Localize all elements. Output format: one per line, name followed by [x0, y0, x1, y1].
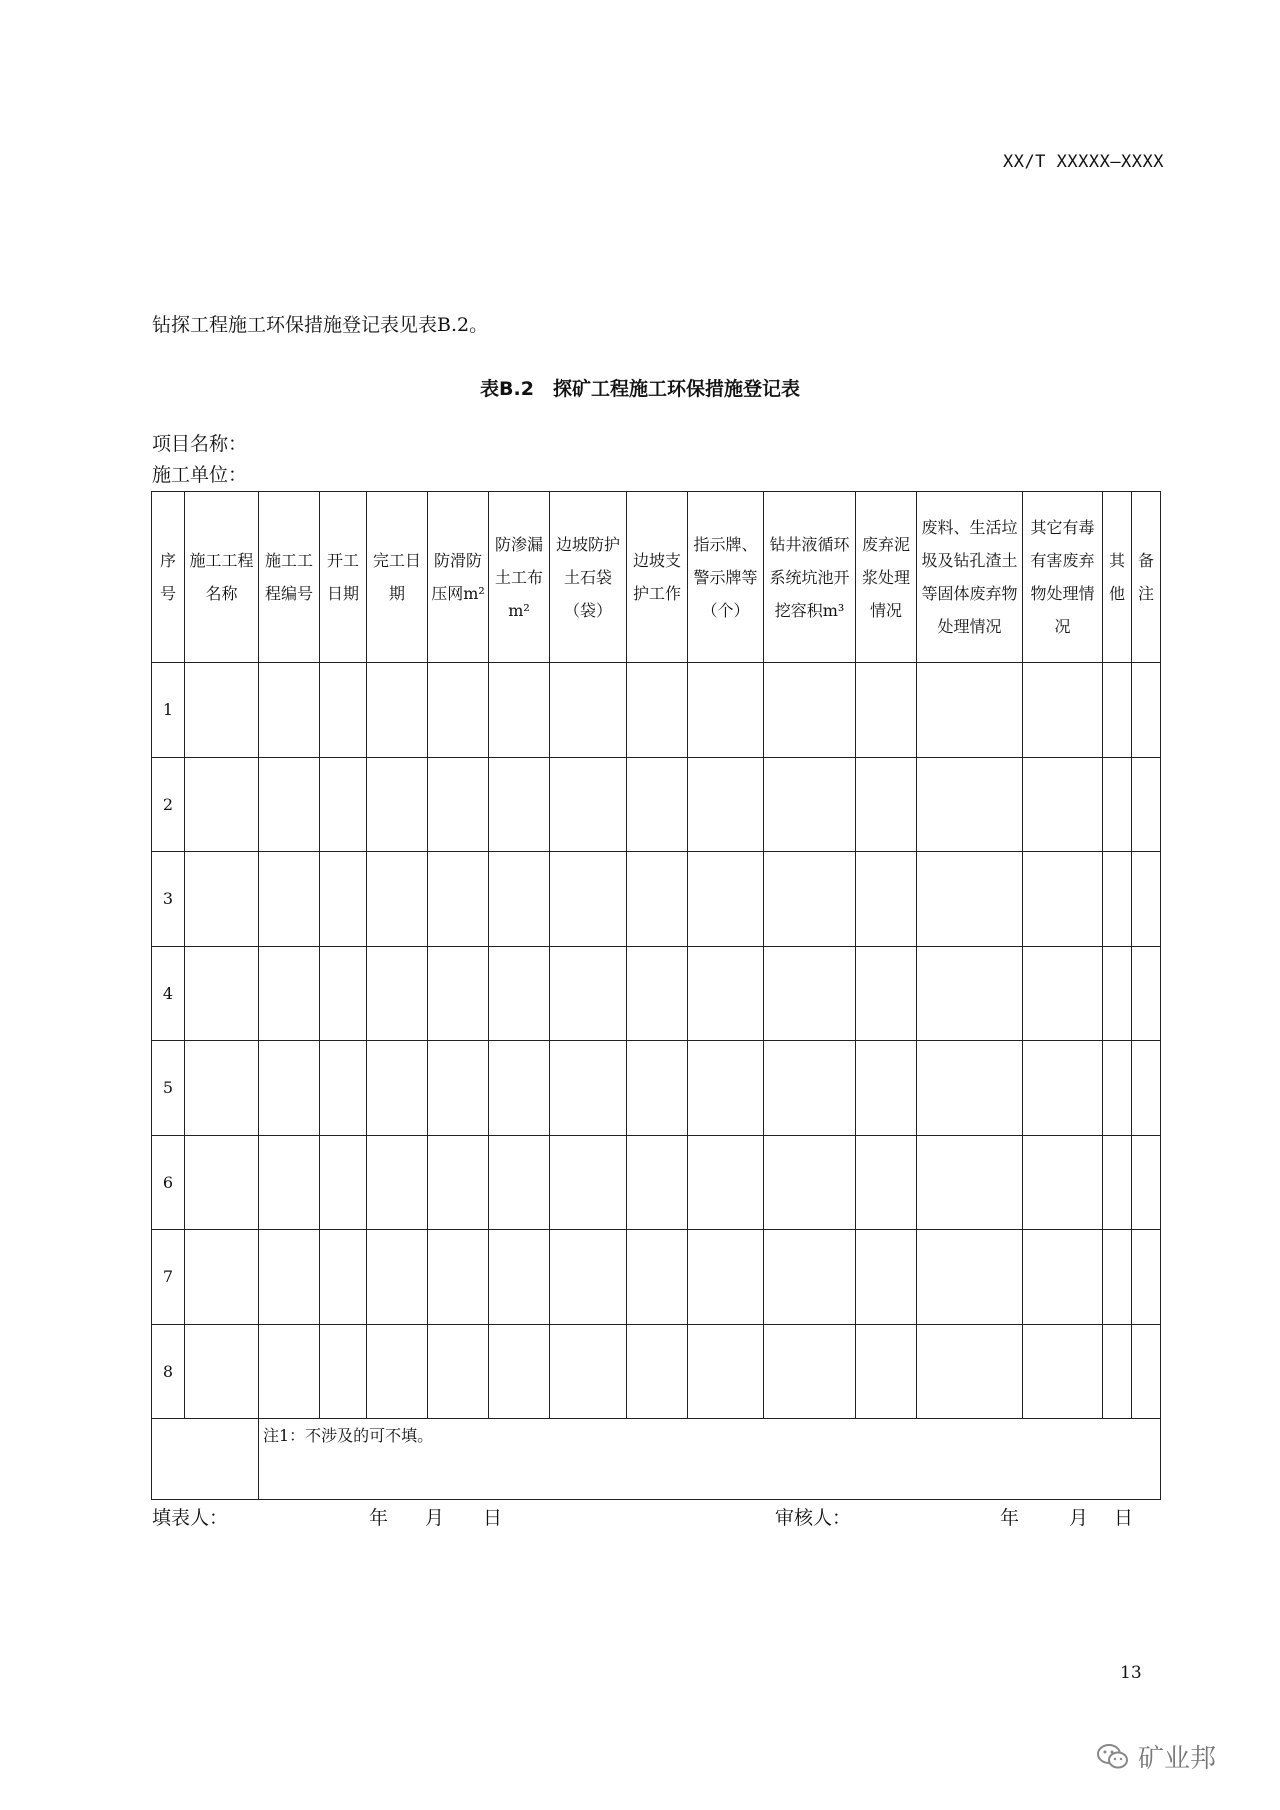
table-cell — [185, 1041, 259, 1136]
table-cell — [367, 1324, 428, 1419]
table-row — [152, 663, 1161, 758]
table-header-row — [152, 492, 1161, 663]
table-cell — [917, 946, 1023, 1041]
table-cell — [320, 1135, 367, 1230]
header-solid-waste: 废料、生活垃圾及钻孔渣土等固体废弃物处理情况 — [921, 518, 1018, 636]
table-cell — [1103, 1324, 1132, 1419]
header-pit-volume: 钻井液循环系统坑池开挖容积m³ — [769, 534, 850, 620]
header-start-date: 开工日期 — [326, 551, 359, 603]
table-cell — [489, 663, 550, 758]
note-text: 注1：不涉及的可不填。 — [259, 1419, 1161, 1500]
table-cell — [627, 1324, 688, 1419]
table-cell — [185, 1324, 259, 1419]
table-cell — [764, 1324, 856, 1419]
table-cell — [367, 663, 428, 758]
table-cell — [627, 663, 688, 758]
table-cell — [428, 1135, 489, 1230]
table-cell — [489, 1230, 550, 1325]
table-cell — [428, 663, 489, 758]
table-cell — [764, 946, 856, 1041]
header-cell — [688, 492, 764, 663]
note-blank-cell — [152, 1419, 259, 1500]
table-row — [152, 946, 1161, 1041]
table-title: 表B.2 探矿工程施工环保措施登记表 — [480, 378, 800, 400]
header-geotextile: 防渗漏土工布m² — [494, 534, 543, 620]
table-cell — [367, 852, 428, 947]
table-cell — [764, 1041, 856, 1136]
table-cell — [320, 946, 367, 1041]
table-cell — [688, 1041, 764, 1136]
table-cell — [320, 1041, 367, 1136]
intro-text: 钻探工程施工环保措施登记表见表B.2。 — [152, 314, 489, 336]
reviewer-day-label: 日 — [1114, 1507, 1134, 1529]
table-cell — [917, 757, 1023, 852]
table-cell — [917, 663, 1023, 758]
header-cell — [550, 492, 627, 663]
reviewer-year-label: 年 — [1000, 1507, 1020, 1529]
table-cell — [856, 1135, 917, 1230]
header-other: 其他 — [1108, 551, 1125, 603]
header-cell — [1103, 492, 1132, 663]
note-row — [152, 1419, 1161, 1500]
table-cell — [1103, 663, 1132, 758]
table-cell — [259, 663, 320, 758]
table-cell — [428, 946, 489, 1041]
header-cell — [1132, 492, 1161, 663]
header-cell — [917, 492, 1023, 663]
table-cell — [259, 852, 320, 947]
table-cell — [856, 663, 917, 758]
table-cell — [320, 1324, 367, 1419]
header-slope-support: 边坡支护工作 — [632, 551, 681, 603]
row-number: 8 — [152, 1324, 185, 1419]
table-cell — [185, 946, 259, 1041]
table-cell — [320, 852, 367, 947]
table-cell — [489, 1324, 550, 1419]
row-number: 1 — [152, 663, 185, 758]
header-cell — [428, 492, 489, 663]
table-cell — [428, 1041, 489, 1136]
table-cell — [856, 852, 917, 947]
table-cell — [856, 757, 917, 852]
table-cell — [259, 757, 320, 852]
table-cell — [489, 1041, 550, 1136]
table-cell — [185, 1135, 259, 1230]
table-cell — [917, 1135, 1023, 1230]
standard-code: XX/T XXXXX—XXXX — [1002, 152, 1164, 172]
table-cell — [917, 1230, 1023, 1325]
table-cell — [856, 1230, 917, 1325]
table-cell — [688, 1230, 764, 1325]
table-cell — [428, 1230, 489, 1325]
table-cell — [185, 757, 259, 852]
table-cell — [1132, 1041, 1161, 1136]
table-cell — [550, 1230, 627, 1325]
table-cell — [688, 663, 764, 758]
header-cell — [152, 492, 185, 663]
table-cell — [489, 1135, 550, 1230]
table-cell — [627, 946, 688, 1041]
watermark-text: 矿业邦 — [1138, 1744, 1217, 1774]
table-cell — [489, 946, 550, 1041]
table-cell — [185, 663, 259, 758]
header-anti-slip-net: 防滑防压网m² — [431, 551, 485, 603]
table-cell — [1132, 946, 1161, 1041]
table-cell — [764, 663, 856, 758]
table-cell — [627, 757, 688, 852]
table-cell — [550, 663, 627, 758]
construction-unit-label: 施工单位： — [152, 464, 248, 486]
table-cell — [856, 1041, 917, 1136]
row-number: 5 — [152, 1041, 185, 1136]
table-cell — [259, 1135, 320, 1230]
table-cell — [550, 757, 627, 852]
table-cell — [428, 757, 489, 852]
table-cell — [627, 1041, 688, 1136]
table-cell — [1023, 663, 1103, 758]
table-cell — [1023, 946, 1103, 1041]
header-cell — [259, 492, 320, 663]
table-row — [152, 1324, 1161, 1419]
header-remarks: 备注 — [1137, 551, 1154, 603]
table-cell — [259, 1230, 320, 1325]
table-row — [152, 852, 1161, 947]
header-hazardous-waste: 其它有毒有害废弃物处理情况 — [1030, 518, 1095, 636]
table-cell — [856, 946, 917, 1041]
header-cell — [320, 492, 367, 663]
table-cell — [627, 1230, 688, 1325]
table-cell — [185, 1230, 259, 1325]
table-cell — [688, 757, 764, 852]
table-cell — [489, 852, 550, 947]
table-row — [152, 1135, 1161, 1230]
table-row — [152, 757, 1161, 852]
wechat-icon — [1096, 1743, 1130, 1771]
header-cell — [856, 492, 917, 663]
table-cell — [367, 946, 428, 1041]
filler-day-label: 日 — [483, 1507, 503, 1529]
registration-table — [151, 491, 1161, 1500]
table-cell — [1132, 663, 1161, 758]
table-cell — [1132, 1135, 1161, 1230]
row-number: 6 — [152, 1135, 185, 1230]
table-cell — [1103, 757, 1132, 852]
table-cell — [764, 1230, 856, 1325]
table-cell — [259, 1041, 320, 1136]
table-cell — [550, 1324, 627, 1419]
header-slope-bags: 边坡防护土石袋（袋） — [555, 534, 620, 620]
project-name-label: 项目名称： — [152, 433, 248, 455]
table-cell — [428, 1324, 489, 1419]
row-number: 4 — [152, 946, 185, 1041]
filler-label: 填表人： — [152, 1507, 229, 1529]
table-cell — [764, 1135, 856, 1230]
table-cell — [688, 852, 764, 947]
header-project-name: 施工工程名称 — [189, 551, 254, 603]
table-cell — [320, 757, 367, 852]
table-cell — [1023, 852, 1103, 947]
table-cell — [259, 1324, 320, 1419]
table-cell — [1132, 1324, 1161, 1419]
table-cell — [550, 946, 627, 1041]
table-cell — [688, 1135, 764, 1230]
reviewer-label: 审核人： — [775, 1507, 852, 1529]
header-signs: 指示牌、警示牌等（个） — [693, 534, 758, 620]
table-cell — [367, 757, 428, 852]
header-seq: 序号 — [159, 551, 176, 603]
table-row — [152, 1230, 1161, 1325]
header-cell — [627, 492, 688, 663]
table-cell — [1103, 852, 1132, 947]
filler-year-label: 年 — [369, 1507, 389, 1529]
header-cell — [367, 492, 428, 663]
header-cell — [489, 492, 550, 663]
table-cell — [1132, 852, 1161, 947]
table-cell — [320, 1230, 367, 1325]
table-cell — [917, 1041, 1023, 1136]
table-cell — [856, 1324, 917, 1419]
table-cell — [1023, 757, 1103, 852]
table-cell — [1103, 1230, 1132, 1325]
table-cell — [185, 852, 259, 947]
table-cell — [320, 663, 367, 758]
table-cell — [1023, 1230, 1103, 1325]
table-cell — [764, 757, 856, 852]
table-cell — [1103, 1135, 1132, 1230]
row-number: 2 — [152, 757, 185, 852]
table-cell — [1023, 1135, 1103, 1230]
table-cell — [627, 1135, 688, 1230]
table-cell — [428, 852, 489, 947]
table-cell — [764, 852, 856, 947]
table-cell — [550, 852, 627, 947]
page-number: 13 — [1120, 1663, 1142, 1683]
table-cell — [550, 1135, 627, 1230]
table-cell — [688, 946, 764, 1041]
table-cell — [627, 852, 688, 947]
table-cell — [1103, 1041, 1132, 1136]
table-cell — [367, 1230, 428, 1325]
header-end-date: 完工日期 — [372, 551, 421, 603]
reviewer-month-label: 月 — [1069, 1507, 1089, 1529]
table-cell — [688, 1324, 764, 1419]
table-row — [152, 1041, 1161, 1136]
table-cell — [367, 1135, 428, 1230]
table-cell — [917, 1324, 1023, 1419]
table-cell — [259, 946, 320, 1041]
table-cell — [917, 852, 1023, 947]
table-cell — [1023, 1324, 1103, 1419]
table-body — [152, 663, 1161, 1500]
row-number: 7 — [152, 1230, 185, 1325]
table-cell — [1132, 757, 1161, 852]
table-cell — [550, 1041, 627, 1136]
header-cell — [764, 492, 856, 663]
row-number: 3 — [152, 852, 185, 947]
header-cell — [1023, 492, 1103, 663]
table-cell — [1103, 946, 1132, 1041]
table-cell — [1023, 1041, 1103, 1136]
header-cell — [185, 492, 259, 663]
header-project-number: 施工工程编号 — [264, 551, 313, 603]
table-cell — [489, 757, 550, 852]
table-cell — [367, 1041, 428, 1136]
table-cell — [1132, 1230, 1161, 1325]
watermark — [1096, 1738, 1216, 1775]
header-mud-treatment: 废弃泥浆处理情况 — [861, 534, 910, 620]
filler-month-label: 月 — [425, 1507, 445, 1529]
